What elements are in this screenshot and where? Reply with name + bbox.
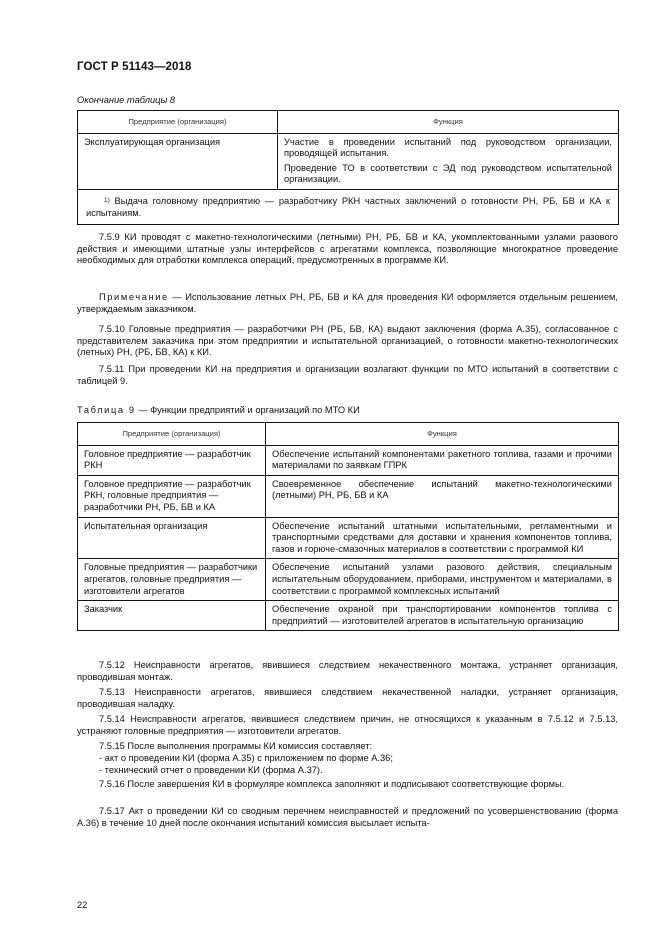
document-header: ГОСТ Р 51143—2018	[77, 61, 192, 73]
table-cell-org: Испытательная организация	[78, 517, 266, 559]
table-cell-org: Эксплуатирующая организация	[78, 133, 278, 189]
function-line: Участие в проведении испытаний под руководством организации, проводящей испытания.	[284, 136, 612, 159]
table-cell-function: Обеспечение охраной при транспортировании компонентов топлива с предприятий — изготовителей агрегатов в испытательную организацию	[266, 601, 619, 631]
paragraph-7-5-17: 7.5.17 Акт о проведении КИ со сводным перечнем неисправностей и предложений по усовершенствованию (форма А.36) в течение 10 дней после окончания испытаний комиссия высылает испыта-	[77, 806, 618, 828]
table-cell-org: Головное предприятие — разработчик РКН	[78, 445, 266, 475]
table-row	[78, 475, 619, 517]
table-cell-function	[278, 133, 619, 189]
footnote-text: Выдача головному предприятию — разработчику РКН частных заключений о готовности РН, РБ, БВ и КА к испытаниям.	[86, 195, 610, 218]
table-8	[77, 110, 619, 225]
table-row	[78, 517, 619, 559]
table-header-cell: Предприятие (организация)	[78, 111, 278, 134]
note-text: — Использование летных РН, РБ, БВ и КА для проведения КИ оформляется отдельным решением, утверждаемым заказчиком.	[77, 292, 618, 314]
table-cell-function: Обеспечение испытаний узлами разового действия, специальным испытательным оборудованием, приборами, инструментом и материалами, в соответствии с программой комплексных испытаний	[266, 559, 619, 601]
note-label: Примечание	[99, 292, 169, 302]
paragraph-7-5-14: 7.5.14 Неисправности агрегатов, явившиеся следствием причин, не относящихся к указанным в 7.5.12 и 7.5.13, устраняют головные предприятия — изготовители агрегатов.	[77, 714, 618, 736]
table-cell-function: Обеспечение испытаний компонентами ракетного топлива, газами и прочими материалами по заявкам ГПРК	[266, 445, 619, 475]
table-header-cell: Предприятие (организация)	[78, 423, 266, 446]
paragraph-7-5-12: 7.5.12 Неисправности агрегатов, явившиеся следствием некачественного монтажа, устраняет организация, проводившая монтаж.	[77, 660, 618, 682]
note-paragraph	[77, 292, 618, 315]
table9-caption-label: Таблица 9	[77, 405, 136, 415]
table-header-row	[78, 111, 619, 134]
table-cell-org: Головные предприятия — разработчики агрегатов, головные предприятия — изготовители агрегатов	[78, 559, 266, 601]
table-footnote-row	[78, 189, 619, 224]
page-number: 22	[77, 900, 88, 910]
paragraph-7-5-15: 7.5.15 После выполнения программы КИ комиссия составляет:	[99, 741, 373, 751]
table-row	[78, 559, 619, 601]
table-row	[78, 601, 619, 631]
table-9	[77, 422, 619, 631]
table-cell-function: Обеспечение испытаний штатными испытательными, регламентными и транспортными средствами для доставки и хранения компонентов топлива, газов и горюче-смазочных материалов в соответствии с программой КИ	[266, 517, 619, 559]
paragraph-7-5-11: 7.5.11 При проведении КИ на предприятия и организации возлагают функции по МТО испытаний в соответствии с таблицей 9.	[77, 364, 618, 386]
paragraph-7-5-16: 7.5.16 После завершения КИ в формуляре комплекса заполняют и подписывают соответствующие формы.	[99, 779, 565, 789]
table-row	[78, 133, 619, 189]
paragraph-7-5-9: 7.5.9 КИ проводят с макетно-технологическими (летными) РН, РБ, БВ и КА, укомплектованными узлами разового действия и имеющими штатные узлы интерфейсов с агрегатами комплекса, позволяющие многократное проведение необходимых для отработки комплекса операций, предусмотренных в программе КИ.	[77, 232, 618, 266]
table-header-cell: Функция	[278, 111, 619, 134]
function-line: Проведение ТО в соответствии с ЭД под руководством испытательной организации.	[284, 162, 612, 185]
footnote-mark: 1)	[104, 196, 110, 204]
table-footnote	[78, 189, 619, 224]
report-list	[77, 753, 618, 776]
list-item: - технический отчет о проведении КИ (форма А.37).	[99, 764, 323, 775]
table-header-cell: Функция	[266, 423, 619, 446]
list-item: - акт о проведении КИ (форма А.35) с приложением по форме А.36;	[99, 753, 393, 763]
table8-caption: Окончание таблицы 8	[77, 95, 176, 105]
table-cell-org: Заказчик	[78, 601, 266, 631]
table9-caption-text: — Функции предприятий и организаций по МТО КИ	[135, 405, 360, 415]
table-cell-function: Своевременное обеспечение испытаний макетно-технологическими (летными) РН, РБ, БВ и КА	[266, 475, 619, 517]
paragraph-7-5-10: 7.5.10 Головные предприятия — разработчики РН (РБ, БВ, КА) выдают заключения (форма А.35), согласованное с представителем заказчика при этом предприятии и испытательной организацией, о готовности макетно-технологических (летных) РН, (РБ, БВ, КА) к КИ.	[77, 324, 618, 358]
table-header-row	[78, 423, 619, 446]
paragraph-7-5-13: 7.5.13 Неисправности агрегатов, явившиеся следствием некачественной наладки, устраняет организация, проводившая наладку.	[77, 687, 618, 709]
table9-caption	[77, 405, 360, 415]
table-row	[78, 445, 619, 475]
table-cell-org: Головное предприятие — разработчик РКН, головные предприятия — разработчики РН, РБ, БВ и КА	[78, 475, 266, 517]
